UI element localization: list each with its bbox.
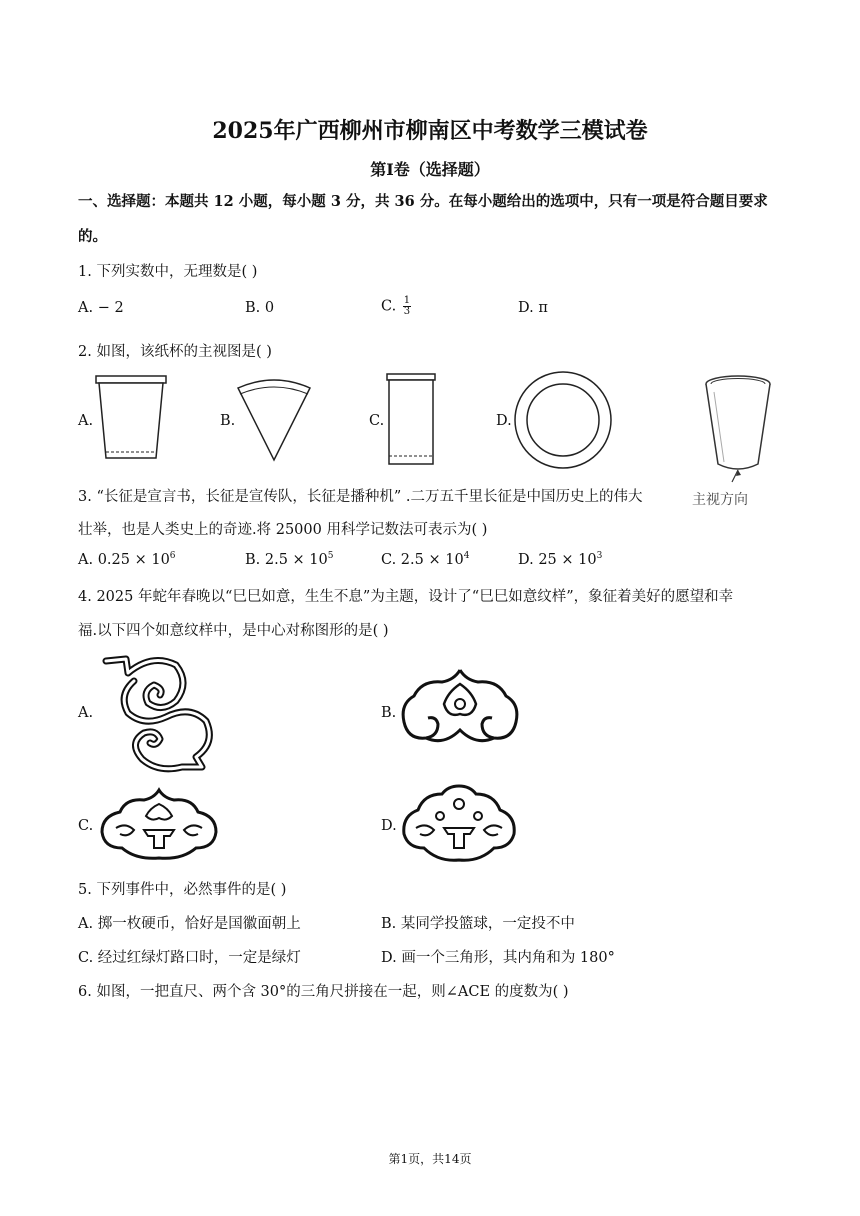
q4-label-d: D.	[381, 818, 397, 834]
q6-stem: 6. 如图，一把直尺、两个含 30°的三角尺拼接在一起，则∠ACE 的度数为( )	[78, 984, 569, 1000]
q2-option-c-figure	[385, 372, 437, 466]
q2-option-d-figure	[513, 370, 613, 470]
q4-option-c-ruyi-pattern	[96, 786, 222, 866]
q3-option-b-exponent: 5	[327, 551, 334, 561]
fraction	[403, 296, 411, 317]
q3-option-c	[381, 551, 469, 568]
paper-cup-figure	[700, 372, 780, 482]
q5-option-a: A. 掷一枚硬币，恰好是国徽面朝上	[78, 916, 301, 932]
q4-label-b: B.	[381, 705, 397, 721]
exam-title: 2025年广西柳州市柳南区中考数学三模试卷	[212, 118, 648, 144]
q3-option-a	[78, 551, 176, 568]
q5-option-b: B. 某同学投篮球，一定投不中	[381, 916, 575, 932]
q2-label-c: C.	[369, 413, 385, 429]
q2-label-d: D.	[496, 413, 512, 429]
q5-option-d: D. 画一个三角形，其内角和为 180°	[381, 950, 615, 966]
page-footer: 第1页，共14页	[388, 1152, 472, 1166]
q5-option-c: C. 经过红绿灯路口时，一定是绿灯	[78, 950, 301, 966]
view-direction-label: 主视方向	[692, 492, 748, 508]
q3-option-d-exponent: 3	[596, 551, 603, 561]
fraction-numerator: 1	[403, 295, 411, 306]
q1-option-c-prefix: C.	[381, 298, 401, 315]
q3-line1: 3. “长征是宣言书，长征是宣传队，长征是播种机” .二万五千里长征是中国历史上的伟大	[78, 489, 643, 505]
exam-subtitle: 第I卷（选择题）	[370, 160, 490, 179]
q3-option-d-base: D. 25 × 10	[518, 551, 597, 568]
q2-label-a: A.	[78, 413, 94, 429]
q1-option-a: A. − 2	[78, 300, 124, 316]
q4-label-a: A.	[78, 705, 94, 721]
q4-option-a-ruyi-pattern	[98, 655, 218, 771]
q4-option-b-ruyi-pattern	[398, 666, 522, 750]
q1-stem: 1. 下列实数中，无理数是( )	[78, 264, 258, 280]
section-instructions-line2: 的。	[78, 228, 107, 245]
q4-line2: 福.以下四个如意纹样中，是中心对称图形的是( )	[78, 623, 389, 639]
q4-option-d-ruyi-pattern	[396, 782, 522, 868]
q3-option-a-base: A. 0.25 × 10	[78, 551, 170, 568]
q3-option-b-base: B. 2.5 × 10	[245, 551, 328, 568]
q3-option-d	[518, 551, 602, 568]
q3-option-c-exponent: 4	[463, 551, 470, 561]
q2-option-a-figure	[94, 374, 170, 462]
q2-stem: 2. 如图，该纸杯的主视图是( )	[78, 344, 272, 360]
q3-line2: 壮举，也是人类史上的奇迹.将 25000 用科学记数法可表示为( )	[78, 522, 488, 538]
q1-option-d: D. π	[518, 300, 548, 316]
q1-option-c	[381, 296, 411, 317]
q4-label-c: C.	[78, 818, 94, 834]
q2-option-b-figure	[232, 374, 316, 464]
q3-option-a-exponent: 6	[169, 551, 176, 561]
q4-line1: 4. 2025 年蛇年春晚以“巳巳如意，生生不息”为主题，设计了“巳巳如意纹样”，象征着美好的愿望和幸	[78, 589, 734, 605]
q5-stem: 5. 下列事件中，必然事件的是( )	[78, 882, 287, 898]
q1-option-b: B. 0	[245, 300, 275, 316]
q2-label-b: B.	[220, 413, 236, 429]
section-instructions-line1: 一、选择题：本题共 12 小题，每小题 3 分，共 36 分。在每小题给出的选项中，只有一项是符合题目要求	[78, 193, 768, 210]
fraction-denominator: 3	[403, 306, 411, 317]
q3-option-c-base: C. 2.5 × 10	[381, 551, 464, 568]
q3-option-b	[245, 551, 334, 568]
